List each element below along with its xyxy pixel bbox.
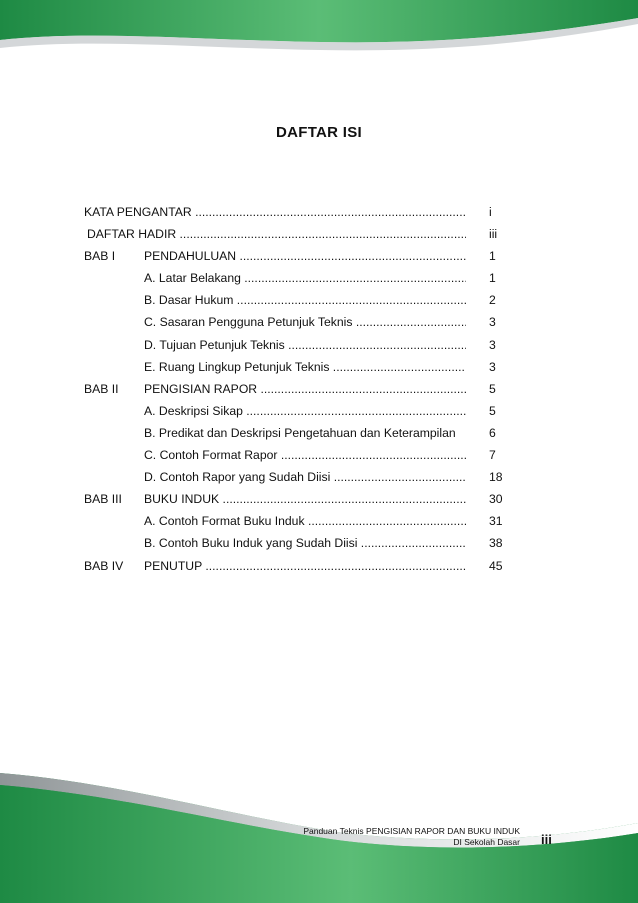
toc-row [84,510,524,532]
toc-page-number: 1 [489,249,496,264]
toc-row [84,289,524,311]
toc-entry-title [144,444,466,466]
toc-entry-title [144,555,466,577]
toc-entry-title [144,289,466,311]
toc-entry-text: E. Ruang Lingkup Petunjuk Teknis [144,359,330,374]
toc-entry-text: A. Latar Belakang [144,271,241,286]
toc-row [84,267,524,289]
toc-entry-text: D. Tujuan Petunjuk Teknis [144,337,285,352]
toc-page-number: 2 [489,293,496,308]
toc-entry-title [144,356,466,378]
toc-page-number: 45 [489,558,503,573]
toc-entry-text: C. Contoh Format Rapor [144,448,278,463]
toc-page-number: 38 [489,536,503,551]
toc-page-number: 3 [489,359,496,374]
toc-row [84,311,524,333]
toc-chapter-label: BAB I [84,249,116,264]
toc-entry-text: PENDAHULUAN [144,249,237,264]
toc-page-number: 3 [489,337,496,352]
toc-row [84,466,524,488]
toc-entry-text: PENGISIAN RAPOR [144,381,258,396]
toc-row [84,245,524,267]
toc-entry-text: B. Predikat dan Deskripsi Pengetahuan dan Keterampilan [144,425,456,440]
toc-row [84,444,524,466]
toc-entry-text: B. Dasar Hukum [144,293,234,308]
toc-chapter-label: BAB IV [84,558,124,573]
toc-entry-text: C. Sasaran Pengguna Petunjuk Teknis [144,315,353,330]
toc-row [84,334,524,356]
toc-row [84,356,524,378]
toc-entry-text: D. Contoh Rapor yang Sudah Diisi [144,470,331,485]
toc-entry-title [144,532,466,554]
toc-entry-text: A. Contoh Format Buku Induk [144,514,305,529]
toc-row [84,532,524,554]
toc-row [84,223,524,245]
toc-entry-title [87,223,466,245]
toc-page-number: 5 [489,403,496,418]
toc-row [84,555,524,577]
toc-entry-title [144,267,466,289]
toc-page-number: 3 [489,315,496,330]
toc-row [84,488,524,510]
toc-entry-text: DAFTAR HADIR [87,227,177,242]
toc-entry-title [144,311,466,333]
footer-line-2: DI Sekolah Dasar [453,837,520,847]
page-title: DAFTAR ISI [275,124,363,141]
toc-page-number: 7 [489,448,496,463]
toc-entry-title [144,400,466,422]
toc-chapter-label: BAB III [84,492,122,507]
footer-page-number: iii [541,832,552,847]
toc-page-number: 31 [489,514,503,529]
toc-entry-title [144,378,466,400]
toc-chapter-label: BAB II [84,381,119,396]
footer-caption [303,826,520,848]
toc-page-number: 18 [489,470,503,485]
toc-page-number: iii [489,227,498,242]
table-of-contents [84,201,524,577]
toc-entry-title [84,201,466,223]
toc-page-number: 1 [489,271,496,286]
toc-row [84,422,524,444]
header-green-banner [0,0,638,70]
toc-entry-title [144,510,466,532]
toc-row [84,378,524,400]
toc-page-number: i [489,205,492,219]
toc-page-number: 6 [489,425,496,440]
toc-entry-text: B. Contoh Buku Induk yang Sudah Diisi [144,536,358,551]
toc-entry-title [144,466,466,488]
toc-entry-text: A. Deskripsi Sikap [144,403,243,418]
toc-entry-title [144,488,466,510]
toc-row [84,400,524,422]
toc-row [84,201,524,223]
toc-entry-text: BUKU INDUK [144,492,220,507]
toc-entry-title [144,245,466,267]
toc-entry-text: PENUTUP [144,558,203,573]
footer-line-1: Panduan Teknis PENGISIAN RAPOR DAN BUKU INDUK [303,826,520,836]
toc-page-number: 30 [489,492,503,507]
toc-entry-title [144,422,466,444]
toc-entry-title [144,334,466,356]
toc-page-number: 5 [489,381,496,396]
toc-entry-text: KATA PENGANTAR [84,205,192,219]
